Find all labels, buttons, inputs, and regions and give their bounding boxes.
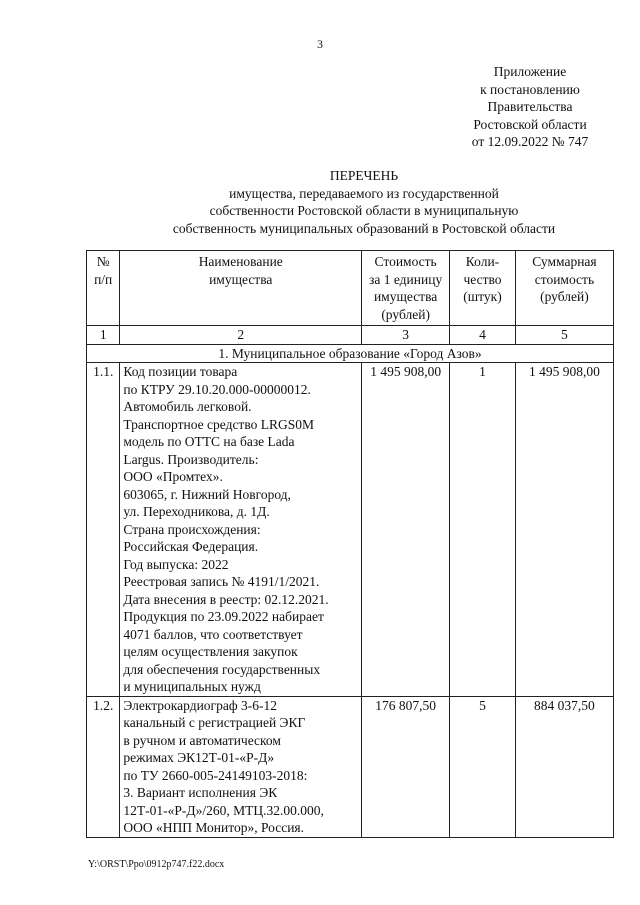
column-number: 1 xyxy=(87,326,120,345)
row-number: 1.1. xyxy=(87,363,120,697)
row-description: Электрокардиограф 3-6-12 канальный с регистрацией ЭКГ в ручном и автоматическом режимах ЭК12Т-01-«Р-Д» по ТУ 2660-005-24149103-2018: 3. Вариант исполнения ЭК 12Т-01-«Р-Д»/260, МТЦ.32.00.000, ООО «НПП Монитор», Россия. xyxy=(120,696,362,837)
property-table xyxy=(86,250,614,838)
title-line: собственности Ростовской области в муниципальную xyxy=(209,203,519,218)
appendix-line: Правительства xyxy=(487,99,573,114)
column-number: 4 xyxy=(450,326,516,345)
column-number: 3 xyxy=(362,326,450,345)
title-line: имущества, передаваемого из государственной xyxy=(229,185,499,201)
header-quantity: Коли- чество (штук) xyxy=(450,251,516,326)
appendix-line: Ростовской области xyxy=(473,116,587,132)
appendix-line: Приложение xyxy=(493,64,567,79)
row-unit-cost: 1 495 908,00 xyxy=(362,363,450,697)
section-row xyxy=(87,344,614,363)
file-path-footer: Y:\ORST\Ppo\0912p747.f22.docx xyxy=(88,859,225,870)
column-number-row xyxy=(87,326,614,345)
appendix-line: к постановлению xyxy=(480,81,580,97)
table-header-row xyxy=(87,251,614,326)
appendix-block xyxy=(440,63,620,151)
page-number: 3 xyxy=(317,37,323,51)
header-name: Наименование имущества xyxy=(120,251,362,326)
row-total: 1 495 908,00 xyxy=(515,363,613,697)
title-line: собственность муниципальных образований в Ростовской области xyxy=(172,220,556,236)
column-number: 2 xyxy=(120,326,362,345)
row-quantity: 1 xyxy=(450,363,516,697)
row-quantity: 5 xyxy=(450,696,516,837)
row-description: Код позиции товара по КТРУ 29.10.20.000-00000012. Автомобиль легковой. Транспортное средство LRGS0M модель по ОТТС на базе Lada Largus. Производитель: ООО «Промтех». 603065, г. Нижний Новгород, ул. Переходникова, д. 1Д. Страна происхождения: Российская Федерация. Год выпуска: 2022 Реестровая запись № 4191/1/2021. Дата внесения в реестр: 02.12.2021. Продукция по 23.09.2022 набирает 4071 баллов, что соответствует целям осуществления закупок для обеспечения государственных и муниципальных нужд xyxy=(120,363,362,697)
table-row xyxy=(87,363,614,697)
header-unit-cost: Стоимость за 1 единицу имущества (рублей) xyxy=(362,251,450,326)
row-unit-cost: 176 807,50 xyxy=(362,696,450,837)
header-total: Суммарная стоимость (рублей) xyxy=(515,251,613,326)
table-row xyxy=(87,696,614,837)
title-line: ПЕРЕЧЕНЬ xyxy=(329,168,399,183)
document-title xyxy=(84,167,640,237)
column-number: 5 xyxy=(515,326,613,345)
row-number: 1.2. xyxy=(87,696,120,837)
header-number: № п/п xyxy=(87,251,120,326)
section-title: 1. Муниципальное образование «Город Азов» xyxy=(87,344,614,363)
row-total: 884 037,50 xyxy=(515,696,613,837)
appendix-line: от 12.09.2022 № 747 xyxy=(471,134,589,149)
